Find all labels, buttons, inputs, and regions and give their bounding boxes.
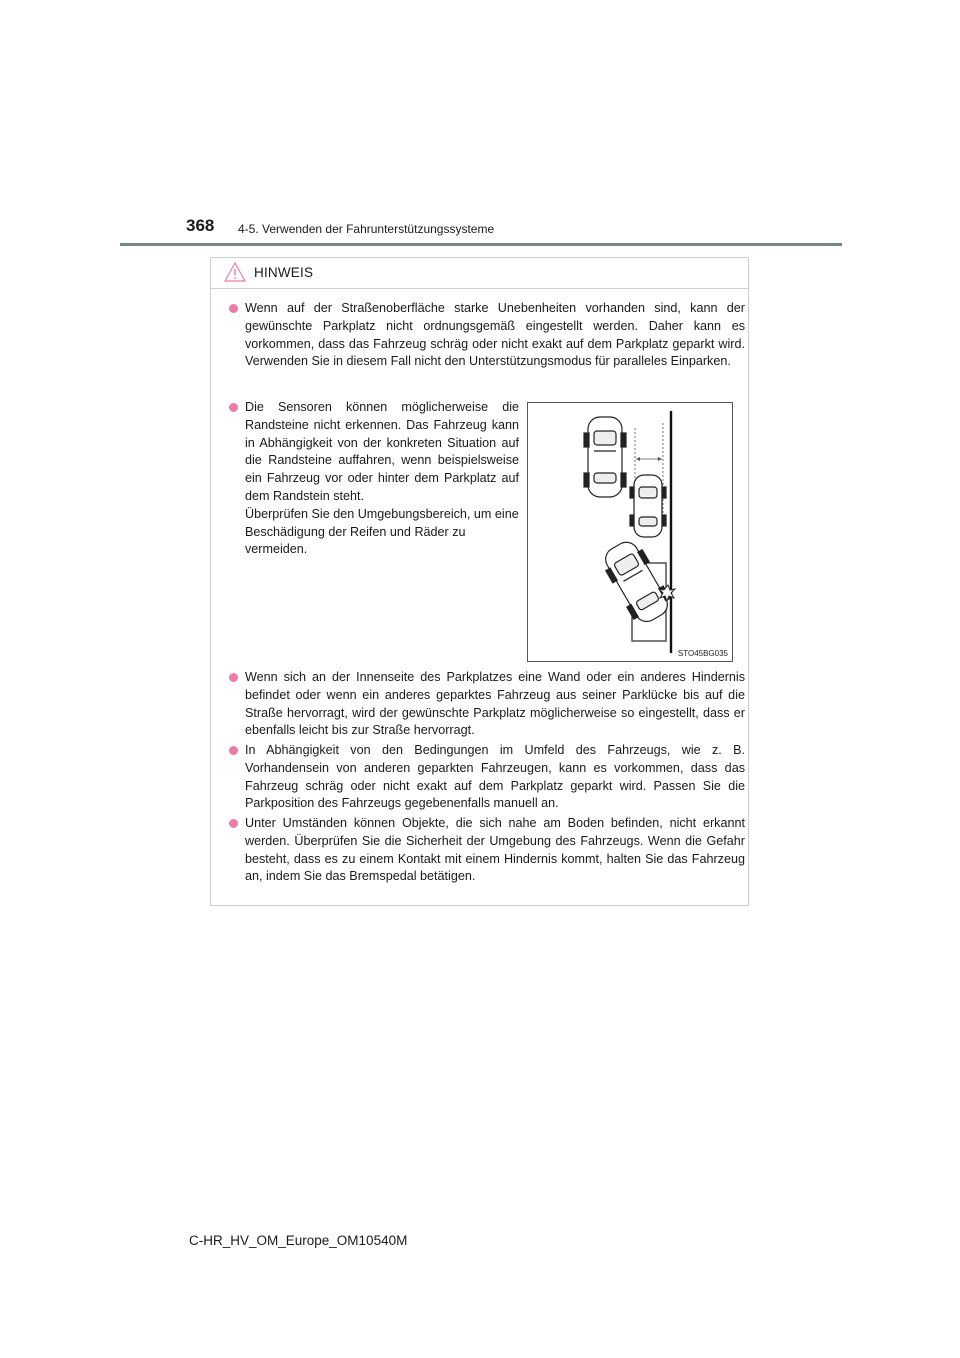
page-number: 368 (186, 216, 215, 235)
parking-illustration (527, 402, 733, 662)
notice-item (227, 815, 745, 886)
notice-item (227, 742, 745, 813)
notice-item (227, 300, 745, 371)
document-id: C-HR_HV_OM_Europe_OM10540M (189, 1233, 408, 1248)
notice-item-text: Die Sensoren können möglicherweise die Randsteine nicht erkennen. Das Fahrzeug kann in Abhängigkeit von der konkreten Situation auf die Randsteine auffahren, wenn beispielsweise ein Fahrzeug vor oder hinter dem Parkplatz auf dem Randstein steht. (245, 400, 519, 503)
parking-illustration-drawing (528, 403, 734, 663)
notice-item (227, 669, 745, 740)
notice-box (210, 257, 749, 906)
bullet-icon (229, 673, 238, 682)
notice-title: HINWEIS (254, 265, 314, 280)
figure-code: STO45BG035 (677, 649, 728, 658)
bullet-icon (229, 403, 238, 412)
bullet-icon (229, 819, 238, 828)
header-rule (120, 243, 842, 246)
notice-header (211, 258, 748, 289)
notice-item-text: In Abhängigkeit von den Bedingungen im Umfeld des Fahrzeugs, wie z. B. Vorhandensein von anderen geparkten Fahrzeugen, kann es vorkommen, dass das Fahrzeug schräg oder nicht exakt auf dem Parkplatz geparkt wird. Passen Sie die Parkposition des Fahrzeugs gegebenenfalls manuell an. (245, 743, 745, 811)
parked-car-middle-drawing (630, 475, 666, 537)
maneuvering-car-drawing (598, 536, 675, 628)
notice-item-text: Wenn sich an der Innenseite des Parkplatzes eine Wand oder ein anderes Hindernis befindet oder wenn ein anderes geparktes Fahrzeug aus seiner Parklücke bis auf die Straße hervorragt, wird der gewünschte Parkplatz möglicherweise so eingestellt, dass er ebenfalls leicht bis zur Straße hervorragt. (245, 670, 745, 738)
chapter-title: 4-5. Verwenden der Fahrunterstützungssysteme (238, 222, 495, 236)
parked-car-top-drawing (584, 417, 626, 497)
notice-item-text: Unter Umständen können Objekte, die sich nahe am Boden befinden, nicht erkannt werden. Überprüfen Sie die Sicherheit der Umgebung des Fahrzeugs. Wenn die Gefahr besteht, dass es zu einem Kontakt mit einem Hindernis kommt, halten Sie das Fahrzeug an, indem Sie das Bremspedal betätigen. (245, 816, 745, 884)
notice-item (227, 399, 519, 559)
bullet-icon (229, 746, 238, 755)
notice-item-text: Wenn auf der Straßenoberfläche starke Unebenheiten vorhanden sind, kann der gewünschte Parkplatz nicht ordnungsgemäß eingestellt werden. Daher kann es vorkommen, dass das Fahrzeug schräg oder nicht exakt auf dem Parkplatz geparkt wird. Verwenden Sie in diesem Fall nicht den Unterstützungsmodus für paralleles Einparken. (245, 301, 745, 369)
bullet-icon (229, 304, 238, 313)
notice-item-text-continued: Überprüfen Sie den Umgebungsbereich, um eine Beschädigung der Reifen und Räder zu vermeiden. (245, 506, 519, 557)
warning-triangle-icon (224, 262, 246, 282)
